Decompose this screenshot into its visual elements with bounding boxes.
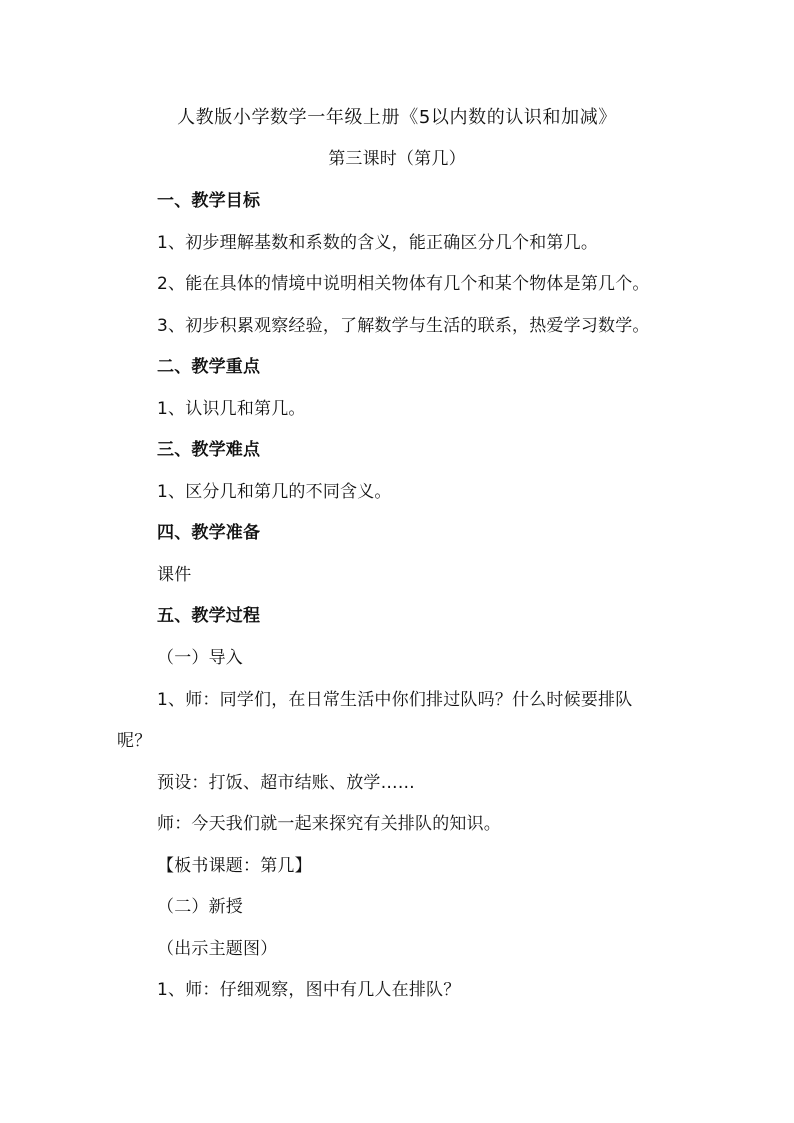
section-heading-key-points: 二、教学重点	[157, 357, 261, 377]
difficulty-item-1: 1、区分几和第几的不同含义。	[157, 482, 392, 502]
process-subheading-new-lesson: （二）新授	[157, 897, 243, 917]
section-heading-process: 五、教学过程	[157, 606, 261, 626]
objective-item-3: 3、初步积累观察经验，了解数学与生活的联系，热爱学习数学。	[157, 316, 650, 336]
section-heading-objectives: 一、教学目标	[157, 191, 261, 211]
process-question-1: 1、师：仔细观察，图中有几人在排队？	[157, 980, 461, 1000]
section-heading-preparation: 四、教学准备	[157, 523, 261, 543]
process-subheading-intro: （一）导入	[157, 648, 243, 668]
objective-item-2: 2、能在具体的情境中说明相关物体有几个和某个物体是第几个。	[157, 274, 650, 294]
document-subtitle: 第三课时（第几）	[328, 149, 466, 169]
process-teacher-line: 师：今天我们就一起来探究有关排队的知识。	[157, 814, 501, 834]
process-board-title: 【板书课题：第几】	[157, 856, 312, 876]
process-show-image-note: （出示主题图）	[157, 939, 278, 959]
preparation-item-1: 课件	[157, 565, 192, 585]
document-title: 人教版小学数学一年级上册《5以内数的认识和加减》	[177, 107, 617, 128]
process-preset-answers: 预设：打饭、超市结账、放学……	[157, 773, 415, 793]
section-heading-difficulties: 三、教学难点	[157, 440, 261, 460]
process-paragraph-1-continued: 呢？	[117, 731, 152, 751]
process-paragraph-1: 1、师：同学们，在日常生活中你们排过队吗？什么时候要排队	[157, 690, 633, 710]
key-point-item-1: 1、认识几和第几。	[157, 399, 306, 419]
objective-item-1: 1、初步理解基数和系数的含义，能正确区分几个和第几。	[157, 233, 599, 253]
